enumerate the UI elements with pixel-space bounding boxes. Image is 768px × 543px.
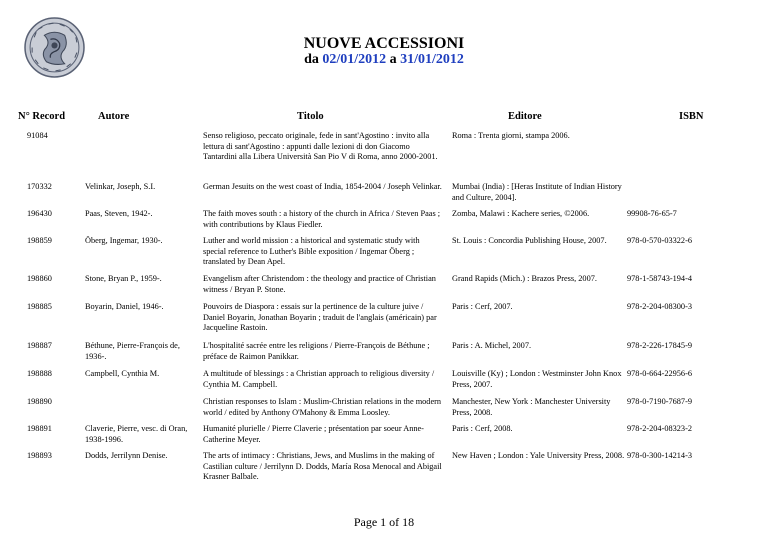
range-separator: a — [389, 52, 397, 67]
isbn: 978-0-7190-7687-9 — [627, 397, 692, 406]
publisher: Mumbai (India) : [Heras Institute of Indian History and Culture, 2004]. — [452, 182, 622, 202]
record-number: 170332 — [27, 182, 52, 191]
date-from: 02/01/2012 — [322, 52, 387, 67]
publisher: Grand Rapids (Mich.) : Brazos Press, 2007. — [452, 274, 597, 283]
record-number: 198890 — [27, 397, 52, 406]
isbn: 978-1-58743-194-4 — [627, 274, 692, 283]
author: Dodds, Jerrilynn Denise. — [85, 451, 168, 460]
record-number: 198887 — [27, 341, 52, 350]
column-header-publisher: Editore — [508, 111, 542, 122]
date-range — [0, 52, 768, 68]
column-header-record: N° Record — [18, 111, 66, 122]
title: Senso religioso, peccato originale, fede in sant'Agostino : invito alla lettura di sant'Agostino : appunti dalle lezioni di don Giacomo Tantardini alla Libera Università San Pio V di Roma, anno 2000-2001. — [203, 131, 438, 161]
page-title: NUOVE ACCESSIONI — [303, 35, 465, 52]
author: Boyarin, Daniel, 1946-. — [85, 302, 164, 311]
isbn: 978-0-664-22956-6 — [627, 369, 692, 378]
publisher: Louisville (Ky) ; London : Westminster John Knox Press, 2007. — [452, 369, 622, 389]
publisher: St. Louis : Concordia Publishing House, 2007. — [452, 236, 607, 245]
author: Stone, Bryan P., 1959-. — [85, 274, 162, 283]
title: Luther and world mission : a historical and systematic study with special reference to Luther's Bible exposition / Ingemar Öberg ; translated by Dean Apel. — [203, 236, 420, 266]
publisher: New Haven ; London : Yale University Press, 2008. — [452, 451, 625, 460]
author: Claverie, Pierre, vesc. di Oran, 1938-1996. — [85, 424, 188, 444]
record-number: 196430 — [27, 209, 52, 218]
range-prefix: da — [304, 52, 319, 67]
publisher: Manchester, New York : Manchester University Press, 2008. — [452, 397, 611, 417]
isbn: 99908-76-65-7 — [627, 209, 677, 218]
title: Evangelism after Christendom : the theology and practice of Christian witness / Bryan P. Stone. — [203, 274, 436, 294]
author: Campbell, Cynthia M. — [85, 369, 160, 378]
publisher: Paris : A. Michel, 2007. — [452, 341, 532, 350]
date-to: 31/01/2012 — [400, 52, 464, 67]
title: Humanité plurielle / Pierre Claverie ; présentation par soeur Anne-Catherine Meyer. — [203, 424, 424, 444]
publisher: Roma : Trenta giorni, stampa 2006. — [452, 131, 570, 140]
column-header-title: Titolo — [297, 111, 324, 122]
isbn: 978-0-570-03322-6 — [627, 236, 692, 245]
isbn: 978-2-226-17845-9 — [627, 341, 692, 350]
record-number: 198860 — [27, 274, 52, 283]
author: Öberg, Ingemar, 1930-. — [85, 236, 163, 245]
author: Paas, Steven, 1942-. — [85, 209, 153, 218]
record-number: 198885 — [27, 302, 52, 311]
publisher: Paris : Cerf, 2008. — [452, 424, 513, 433]
record-number: 198859 — [27, 236, 52, 245]
record-number: 198891 — [27, 424, 52, 433]
title: Pouvoirs de Diaspora : essais sur la pertinence de la culture juive / Daniel Boyarin, Jonathan Boyarin ; traduit de l'anglais (américain) par Jacqueline Rastoin. — [203, 302, 437, 332]
title: German Jesuits on the west coast of India, 1854-2004 / Joseph Velinkar. — [203, 182, 442, 191]
record-number: 198888 — [27, 369, 52, 378]
record-number: 198893 — [27, 451, 52, 460]
title: The faith moves south : a history of the church in Africa / Steven Paas ; with contributions by Klaus Fiedler. — [203, 209, 441, 229]
publisher: Paris : Cerf, 2007. — [452, 302, 513, 311]
column-header-isbn: ISBN — [679, 111, 704, 122]
isbn: 978-2-204-08300-3 — [627, 302, 692, 311]
author: Béthune, Pierre-François de, 1936-. — [85, 341, 180, 361]
isbn: 978-2-204-08323-2 — [627, 424, 692, 433]
title: A multitude of blessings : a Christian approach to religious diversity / Cynthia M. Campbell. — [203, 369, 435, 389]
author: Velinkar, Joseph, S.I. — [85, 182, 156, 191]
column-header-author: Autore — [98, 111, 130, 122]
title: The arts of intimacy : Christians, Jews, and Muslims in the making of Castilian culture / Jerrilynn D. Dodds, María Rosa Menocal and Abigail Krasner Balbale. — [203, 451, 442, 481]
publisher: Zomba, Malawi : Kachere series, ©2006. — [452, 209, 590, 218]
title: Christian responses to Islam : Muslim-Christian relations in the modern world / edited by Anthony O'Mahony & Emma Loosley. — [203, 397, 442, 417]
page-indicator: Page 1 of 18 — [353, 515, 415, 529]
isbn: 978-0-300-14214-3 — [627, 451, 692, 460]
title: L'hospitalité sacrée entre les religions / Pierre-François de Béthune ; préface de Raimon Panikkar. — [203, 341, 430, 361]
record-number: 91084 — [27, 131, 48, 140]
